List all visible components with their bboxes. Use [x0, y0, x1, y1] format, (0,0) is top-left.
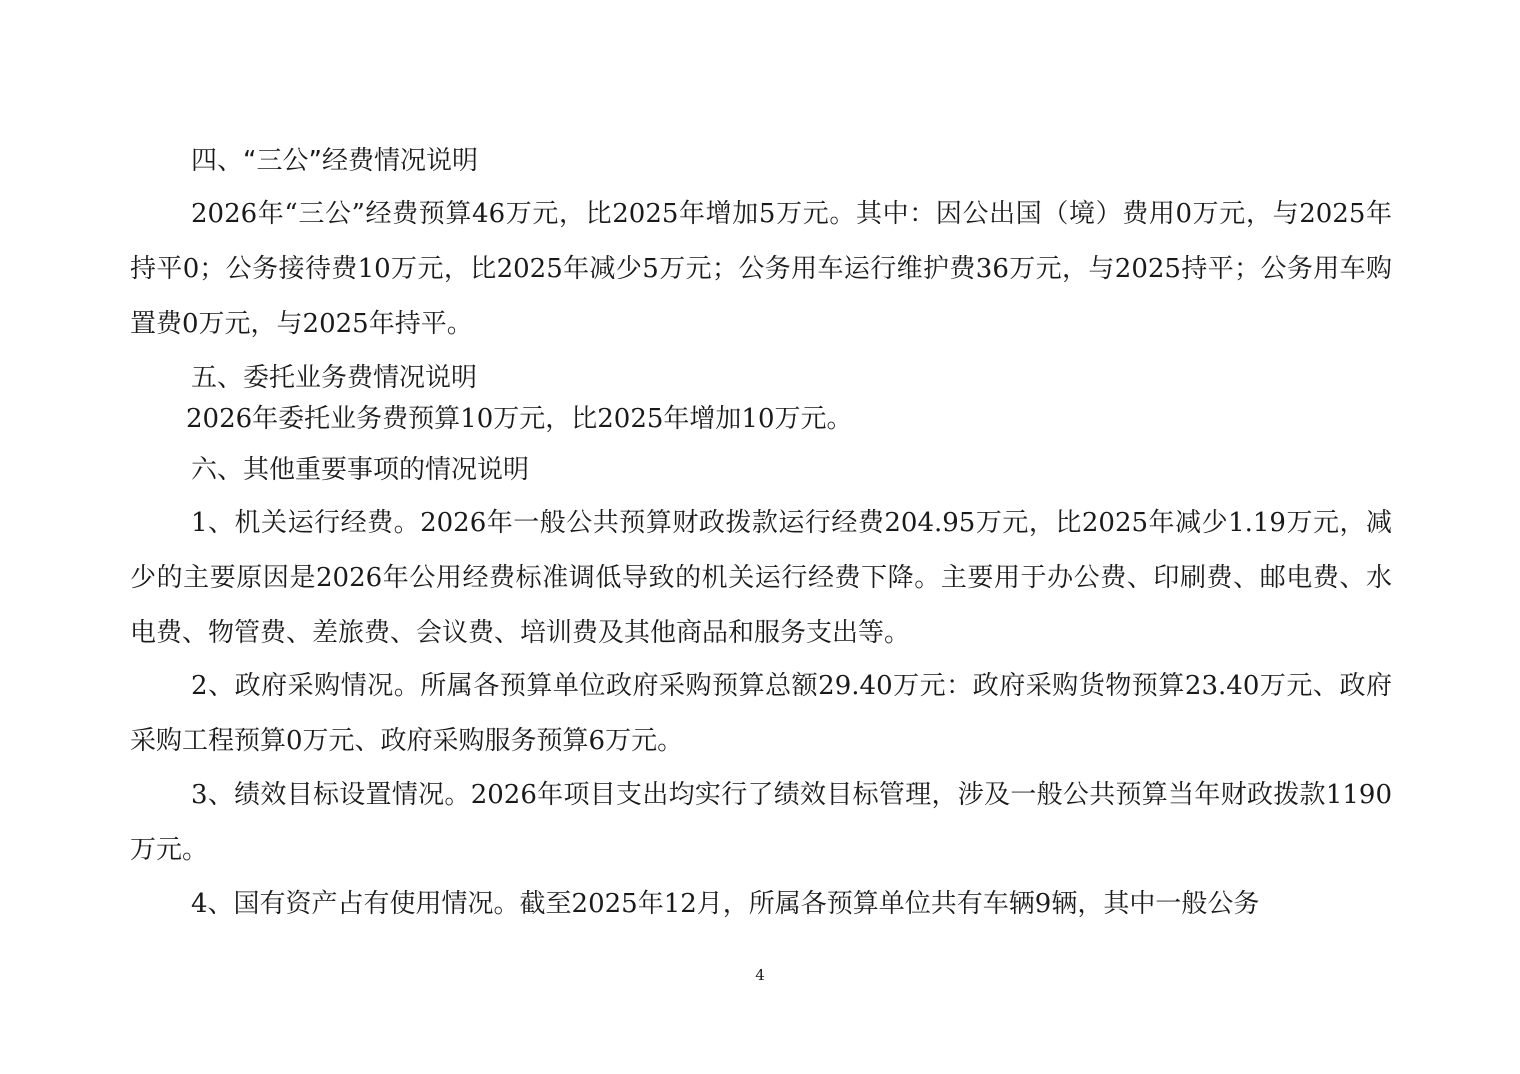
paragraph-entrusted-business-budget: 2026年委托业务费预算10万元，比2025年增加10万元。 — [186, 404, 853, 434]
paragraph-state-assets: 4、国有资产占有使用情况。截至2025年12月，所属各预算单位共有车辆9辆，其中一般公务 — [191, 889, 1260, 919]
paragraph-performance-targets: 3、绩效目标设置情况。2026年项目支出均实行了绩效目标管理，涉及一般公共预算当年财政拨款1190万元。 — [130, 780, 1392, 865]
section-heading-entrusted-business: 五、委托业务费情况说明 — [191, 363, 478, 393]
section-heading-other-matters: 六、其他重要事项的情况说明 — [191, 455, 530, 485]
page-number: 4 — [755, 966, 765, 984]
section-heading-sangong: 四、“三公”经费情况说明 — [191, 146, 478, 176]
paragraph-sangong-budget: 2026年“三公”经费预算46万元，比2025年增加5万元。其中：因公出国（境）费用0万元，与2025年持平0；公务接待费10万元，比2025年减少5万元；公务用车运行维护费36万元，与2025持平；公务用车购置费0万元，与2025年持平。 — [130, 199, 1392, 339]
paragraph-government-procurement: 2、政府采购情况。所属各预算单位政府采购预算总额29.40万元：政府采购货物预算23.40万元、政府采购工程预算0万元、政府采购服务预算6万元。 — [130, 671, 1392, 756]
paragraph-operating-expenses: 1、机关运行经费。2026年一般公共预算财政拨款运行经费204.95万元，比2025年减少1.19万元，减少的主要原因是2026年公用经费标准调低导致的机关运行经费下降。主要用于办公费、印刷费、邮电费、水电费、物管费、差旅费、会议费、培训费及其他商品和服务支出等。 — [130, 508, 1392, 648]
